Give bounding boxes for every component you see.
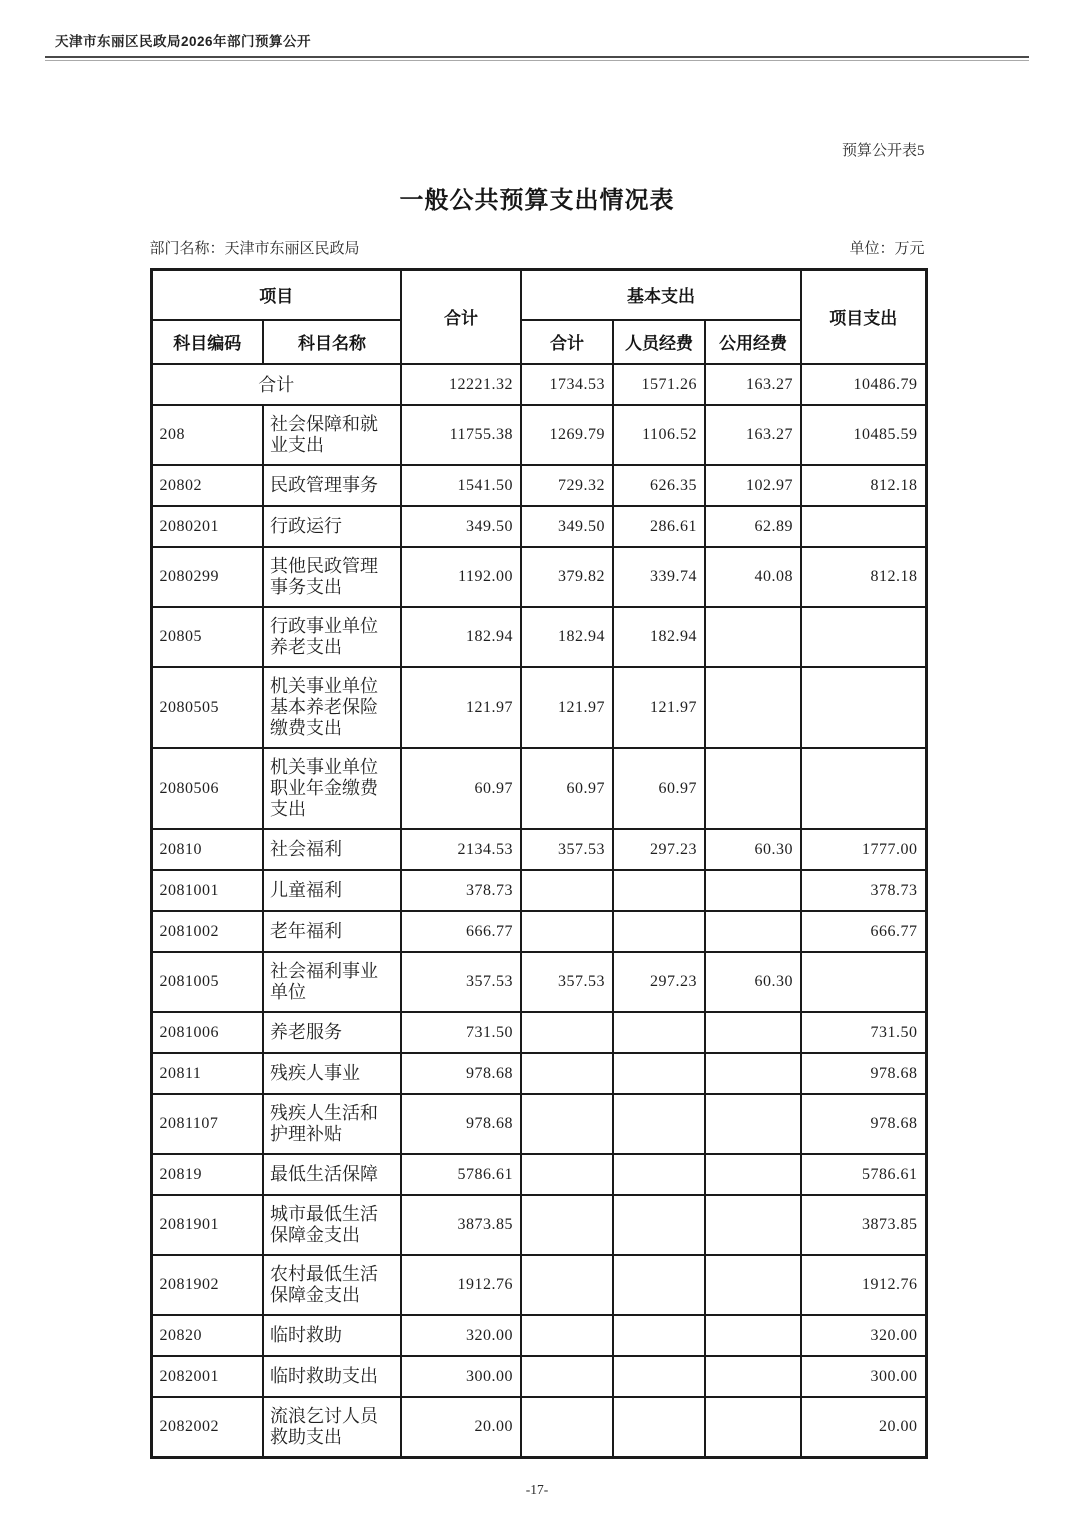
col-header-basic-expenditure: 基本支出 <box>521 270 801 320</box>
cell-basic-total: 60.97 <box>521 748 613 829</box>
cell-project: 731.50 <box>801 1012 926 1053</box>
cell-public <box>705 870 801 911</box>
cell-personnel <box>613 1154 705 1195</box>
cell-subject-name: 老年福利 <box>263 911 401 952</box>
table-row <box>151 465 926 506</box>
cell-total: 378.73 <box>401 870 521 911</box>
cell-project <box>801 748 926 829</box>
table-row <box>151 1012 926 1053</box>
budget-table-body <box>151 364 926 1458</box>
cell-total: 20.00 <box>401 1397 521 1458</box>
cell-total: 731.50 <box>401 1012 521 1053</box>
cell-subject-code: 2081902 <box>151 1255 263 1315</box>
cell-subject-name: 临时救助支出 <box>263 1356 401 1397</box>
header-rule <box>45 56 1029 61</box>
cell-public <box>705 1154 801 1195</box>
cell-total: 3873.85 <box>401 1195 521 1255</box>
cell-subject-name: 其他民政管理事务支出 <box>263 547 401 607</box>
cell-subject-name: 社会福利 <box>263 829 401 870</box>
cell-public: 60.30 <box>705 829 801 870</box>
cell-total: 1912.76 <box>401 1255 521 1315</box>
cell-personnel <box>613 1195 705 1255</box>
cell-project: 978.68 <box>801 1094 926 1154</box>
page-footer <box>0 1482 1074 1498</box>
cell-project: 666.77 <box>801 911 926 952</box>
cell-subject-name: 儿童福利 <box>263 870 401 911</box>
cell-total: 2134.53 <box>401 829 521 870</box>
page-content <box>150 139 925 1459</box>
cell-subject-code: 20820 <box>151 1315 263 1356</box>
cell-personnel: 626.35 <box>613 465 705 506</box>
cell-total: 320.00 <box>401 1315 521 1356</box>
cell-subject-code: 2081005 <box>151 952 263 1012</box>
cell-total: 300.00 <box>401 1356 521 1397</box>
cell-personnel <box>613 870 705 911</box>
table-row <box>151 1315 926 1356</box>
cell-basic-total <box>521 1053 613 1094</box>
cell-personnel: 297.23 <box>613 829 705 870</box>
cell-basic-total <box>521 1094 613 1154</box>
cell-subject-code: 2081002 <box>151 911 263 952</box>
cell-public: 62.89 <box>705 506 801 547</box>
meta-row <box>150 237 925 258</box>
cell-project <box>801 667 926 748</box>
table-row <box>151 547 926 607</box>
cell-subject-code: 2081107 <box>151 1094 263 1154</box>
cell-basic-total <box>521 870 613 911</box>
cell-subject-name: 社会福利事业单位 <box>263 952 401 1012</box>
cell-personnel <box>613 1255 705 1315</box>
table-row <box>151 1195 926 1255</box>
cell-subject-name: 机关事业单位基本养老保险缴费支出 <box>263 667 401 748</box>
table-row <box>151 405 926 465</box>
unit-label: 单位：万元 <box>849 241 925 257</box>
total-row-personnel: 1571.26 <box>613 364 705 405</box>
cell-total: 978.68 <box>401 1094 521 1154</box>
table-label: 预算公开表5 <box>841 143 925 159</box>
cell-personnel: 339.74 <box>613 547 705 607</box>
total-row-project: 10486.79 <box>801 364 926 405</box>
cell-subject-code: 2081001 <box>151 870 263 911</box>
cell-personnel: 182.94 <box>613 607 705 667</box>
table-row <box>151 1053 926 1094</box>
cell-total: 357.53 <box>401 952 521 1012</box>
cell-total: 666.77 <box>401 911 521 952</box>
cell-basic-total: 182.94 <box>521 607 613 667</box>
total-row-basic-total: 1734.53 <box>521 364 613 405</box>
cell-subject-code: 2080505 <box>151 667 263 748</box>
cell-basic-total: 357.53 <box>521 952 613 1012</box>
cell-project: 300.00 <box>801 1356 926 1397</box>
cell-public <box>705 1094 801 1154</box>
cell-subject-name: 行政事业单位养老支出 <box>263 607 401 667</box>
cell-subject-name: 社会保障和就业支出 <box>263 405 401 465</box>
cell-basic-total: 729.32 <box>521 465 613 506</box>
cell-subject-name: 最低生活保障 <box>263 1154 401 1195</box>
cell-subject-code: 2082001 <box>151 1356 263 1397</box>
cell-public <box>705 1012 801 1053</box>
cell-project <box>801 506 926 547</box>
table-head <box>151 270 926 364</box>
cell-basic-total <box>521 1397 613 1458</box>
total-row-total: 12221.32 <box>401 364 521 405</box>
col-header-public-funds: 公用经费 <box>705 320 801 364</box>
cell-personnel: 1106.52 <box>613 405 705 465</box>
cell-basic-total <box>521 1012 613 1053</box>
cell-public: 60.30 <box>705 952 801 1012</box>
cell-basic-total <box>521 1315 613 1356</box>
cell-subject-name: 残疾人生活和护理补贴 <box>263 1094 401 1154</box>
col-header-basic-total: 合计 <box>521 320 613 364</box>
doc-header <box>0 0 1074 50</box>
cell-basic-total <box>521 1154 613 1195</box>
cell-personnel <box>613 1053 705 1094</box>
cell-subject-code: 2080506 <box>151 748 263 829</box>
col-header-project: 项目 <box>151 270 401 320</box>
cell-subject-name: 流浪乞讨人员救助支出 <box>263 1397 401 1458</box>
cell-project: 378.73 <box>801 870 926 911</box>
total-row <box>151 364 926 405</box>
cell-public <box>705 1397 801 1458</box>
cell-subject-code: 2081006 <box>151 1012 263 1053</box>
table-row <box>151 911 926 952</box>
cell-personnel: 297.23 <box>613 952 705 1012</box>
cell-public: 40.08 <box>705 547 801 607</box>
cell-basic-total: 121.97 <box>521 667 613 748</box>
cell-personnel <box>613 911 705 952</box>
cell-subject-code: 20811 <box>151 1053 263 1094</box>
cell-project: 812.18 <box>801 465 926 506</box>
table-row <box>151 1397 926 1458</box>
cell-project <box>801 952 926 1012</box>
cell-total: 11755.38 <box>401 405 521 465</box>
cell-personnel: 286.61 <box>613 506 705 547</box>
table-row <box>151 1356 926 1397</box>
table-row <box>151 952 926 1012</box>
cell-project: 10485.59 <box>801 405 926 465</box>
budget-table <box>150 268 928 1459</box>
table-row <box>151 829 926 870</box>
cell-subject-code: 2082002 <box>151 1397 263 1458</box>
cell-personnel <box>613 1012 705 1053</box>
cell-public <box>705 911 801 952</box>
cell-project: 1777.00 <box>801 829 926 870</box>
cell-public <box>705 1195 801 1255</box>
cell-personnel: 60.97 <box>613 748 705 829</box>
col-header-subject-name: 科目名称 <box>263 320 401 364</box>
cell-total: 1192.00 <box>401 547 521 607</box>
cell-subject-code: 2080201 <box>151 506 263 547</box>
cell-subject-name: 残疾人事业 <box>263 1053 401 1094</box>
cell-personnel <box>613 1315 705 1356</box>
cell-project: 5786.61 <box>801 1154 926 1195</box>
cell-public <box>705 1315 801 1356</box>
cell-basic-total: 1269.79 <box>521 405 613 465</box>
table-row <box>151 870 926 911</box>
cell-personnel <box>613 1397 705 1458</box>
table-row <box>151 748 926 829</box>
cell-project: 978.68 <box>801 1053 926 1094</box>
cell-subject-code: 20802 <box>151 465 263 506</box>
header-row-1 <box>151 270 926 320</box>
cell-subject-name: 机关事业单位职业年金缴费支出 <box>263 748 401 829</box>
cell-subject-code: 208 <box>151 405 263 465</box>
cell-subject-code: 20819 <box>151 1154 263 1195</box>
cell-total: 121.97 <box>401 667 521 748</box>
cell-total: 349.50 <box>401 506 521 547</box>
cell-basic-total <box>521 911 613 952</box>
cell-total: 182.94 <box>401 607 521 667</box>
cell-personnel: 121.97 <box>613 667 705 748</box>
table-row <box>151 506 926 547</box>
cell-project <box>801 607 926 667</box>
cell-subject-name: 养老服务 <box>263 1012 401 1053</box>
cell-public <box>705 607 801 667</box>
cell-public <box>705 748 801 829</box>
page-number: -17- <box>525 1482 549 1497</box>
doc-header-title: 天津市东丽区民政局2026年部门预算公开 <box>55 34 312 49</box>
col-header-personnel-funds: 人员经费 <box>613 320 705 364</box>
col-header-project-expenditure: 项目支出 <box>801 270 926 364</box>
cell-public <box>705 1356 801 1397</box>
table-row <box>151 607 926 667</box>
cell-personnel <box>613 1094 705 1154</box>
cell-subject-code: 20810 <box>151 829 263 870</box>
cell-basic-total <box>521 1356 613 1397</box>
cell-subject-name: 临时救助 <box>263 1315 401 1356</box>
cell-basic-total: 357.53 <box>521 829 613 870</box>
cell-total: 1541.50 <box>401 465 521 506</box>
cell-project: 20.00 <box>801 1397 926 1458</box>
cell-total: 978.68 <box>401 1053 521 1094</box>
cell-public <box>705 1255 801 1315</box>
table-row <box>151 667 926 748</box>
cell-basic-total: 379.82 <box>521 547 613 607</box>
total-row-label: 合计 <box>151 364 401 405</box>
page-title: 一般公共预算支出情况表 <box>399 187 675 214</box>
cell-subject-code: 2080299 <box>151 547 263 607</box>
cell-total: 5786.61 <box>401 1154 521 1195</box>
cell-basic-total <box>521 1195 613 1255</box>
cell-public <box>705 1053 801 1094</box>
cell-subject-code: 2081901 <box>151 1195 263 1255</box>
cell-basic-total <box>521 1255 613 1315</box>
table-row <box>151 1255 926 1315</box>
cell-project: 1912.76 <box>801 1255 926 1315</box>
cell-total: 60.97 <box>401 748 521 829</box>
cell-subject-name: 民政管理事务 <box>263 465 401 506</box>
cell-public <box>705 667 801 748</box>
total-row-public: 163.27 <box>705 364 801 405</box>
department-name: 部门名称：天津市东丽区民政局 <box>149 241 360 257</box>
col-header-total: 合计 <box>401 270 521 364</box>
cell-basic-total: 349.50 <box>521 506 613 547</box>
cell-public: 102.97 <box>705 465 801 506</box>
cell-subject-name: 城市最低生活保障金支出 <box>263 1195 401 1255</box>
table-row <box>151 1094 926 1154</box>
cell-subject-name: 农村最低生活保障金支出 <box>263 1255 401 1315</box>
table-row <box>151 1154 926 1195</box>
cell-personnel <box>613 1356 705 1397</box>
cell-subject-name: 行政运行 <box>263 506 401 547</box>
cell-project: 320.00 <box>801 1315 926 1356</box>
cell-public: 163.27 <box>705 405 801 465</box>
cell-subject-code: 20805 <box>151 607 263 667</box>
col-header-subject-code: 科目编码 <box>151 320 263 364</box>
cell-project: 812.18 <box>801 547 926 607</box>
cell-project: 3873.85 <box>801 1195 926 1255</box>
